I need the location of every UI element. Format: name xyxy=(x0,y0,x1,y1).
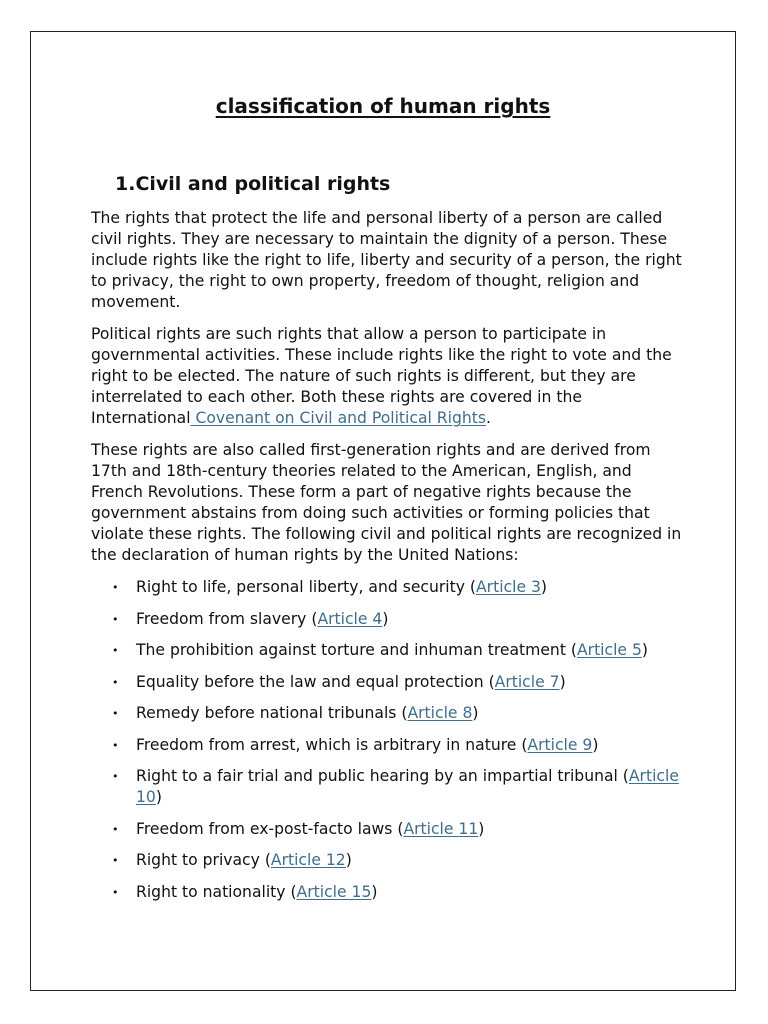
list-item-text: Right to a fair trial and public hearing by an impartial tribunal ( xyxy=(136,767,629,785)
bullet-icon: • xyxy=(112,854,119,867)
list-item xyxy=(91,577,685,598)
list-item xyxy=(91,609,685,630)
list-item-text: Equality before the law and equal protection ( xyxy=(136,672,495,691)
document-title: classification of human rights xyxy=(215,94,551,118)
list-item-text: Right to nationality ( xyxy=(136,882,297,901)
bullet-icon: • xyxy=(112,738,119,752)
bullet-icon: • xyxy=(112,885,119,899)
list-item-close: ) xyxy=(478,819,485,838)
section-heading: 1.Civil and political rights xyxy=(115,173,391,195)
list-item-close: ) xyxy=(559,672,566,691)
list-item-close: ) xyxy=(371,882,378,901)
paragraph-civil-rights: The rights that protect the life and personal liberty of a person are called civil rights. They are necessary to maintain the dignity of a person. These include rights like the right to life, liberty and security of a person, the right to privacy, the right to own property, freedom of thought, religion and movement. xyxy=(91,209,682,311)
list-item-text: Remedy before national tribunals ( xyxy=(136,704,408,722)
list-item-text: Freedom from ex-post-facto laws ( xyxy=(136,819,404,838)
bullet-icon: • xyxy=(112,675,119,689)
list-item-text: Freedom from arrest, which is arbitrary in nature ( xyxy=(136,735,528,754)
article-link[interactable]: Article 8 xyxy=(407,704,473,722)
bullet-icon: • xyxy=(112,644,119,657)
bullet-icon: • xyxy=(112,707,119,720)
list-item-close: ) xyxy=(382,609,389,628)
list-item xyxy=(91,766,685,808)
list-item-text: The prohibition against torture and inhuman treatment ( xyxy=(136,641,577,659)
article-link[interactable]: Article 9 xyxy=(527,735,593,754)
bullet-icon: • xyxy=(112,581,119,594)
article-link[interactable]: Article 11 xyxy=(403,819,479,838)
list-item xyxy=(91,882,685,903)
list-item-close: ) xyxy=(540,578,548,596)
list-item-close: ) xyxy=(592,735,599,754)
article-link[interactable]: Article 15 xyxy=(296,882,372,901)
article-link[interactable]: Article 10 xyxy=(136,767,679,806)
list-item-text: Right to life, personal liberty, and security ( xyxy=(136,578,477,596)
list-item-close: ) xyxy=(641,641,648,659)
paragraph-text-end: . xyxy=(485,409,491,427)
bullet-icon: • xyxy=(112,612,119,626)
list-item-text: Freedom from slavery ( xyxy=(136,609,318,628)
covenant-link[interactable]: Covenant on Civil and Political Rights xyxy=(190,409,486,427)
paragraph-text: Political rights are such rights that allow a person to participate in governmental activities. These include rights like the right to vote and the right to be elected. The nature of such rights is different, but they are interrelated to each other. Both these rights are covered in the International xyxy=(91,325,672,427)
list-item xyxy=(91,735,685,756)
bullet-icon: • xyxy=(112,770,119,783)
document-page xyxy=(30,31,736,991)
paragraph-first-generation: These rights are also called first-generation rights and are derived from 17th and 18th-century theories related to the American, English, and French Revolutions. These form a part of negative rights because the government abstains from doing such activities or forming policies that violate these rights. The following civil and political rights are recognized in the declaration of human rights by the United Nations: xyxy=(91,441,682,564)
list-item xyxy=(91,850,685,871)
list-item xyxy=(91,703,685,724)
list-item-text: Right to privacy ( xyxy=(136,851,271,869)
list-item xyxy=(91,819,685,840)
article-link[interactable]: Article 5 xyxy=(576,641,642,659)
bullet-icon: • xyxy=(112,822,119,836)
list-item-close: ) xyxy=(472,704,479,722)
body-text xyxy=(91,208,685,913)
article-link[interactable]: Article 7 xyxy=(494,672,560,691)
list-item-close: ) xyxy=(345,851,352,869)
list-item xyxy=(91,640,685,661)
article-link[interactable]: Article 12 xyxy=(270,851,346,869)
article-link[interactable]: Article 3 xyxy=(476,578,541,596)
article-link[interactable]: Article 4 xyxy=(317,609,383,628)
list-item-close: ) xyxy=(155,788,162,806)
rights-list xyxy=(91,577,685,903)
list-item xyxy=(91,672,685,693)
paragraph-political-rights xyxy=(91,324,685,429)
